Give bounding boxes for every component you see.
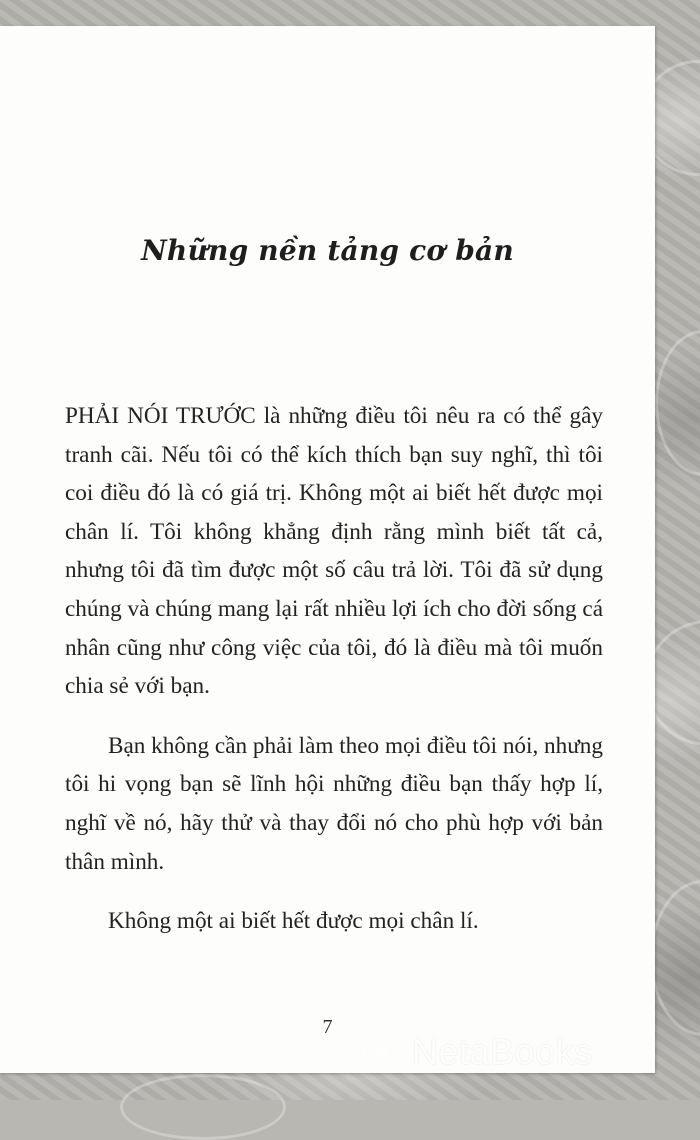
background-swirl <box>120 1074 286 1140</box>
background-swirl <box>650 880 700 1036</box>
page-number: 7 <box>322 1016 333 1038</box>
book-page <box>0 26 655 1073</box>
background-swirl <box>655 330 700 476</box>
paragraph: Không một ai biết hết được mọi chân lí. <box>108 908 479 935</box>
watermark-text: NetaBooks <box>412 1031 593 1072</box>
paragraph: PHẢI NÓI TRƯỚC là những điều tôi nêu ra có thể gây tranh cãi. Nếu tôi có thể kích thích bạn suy nghĩ, thì tôi coi điều đó là có giá trị. Không một ai biết hết được mọi chân lí. Tôi không khẳng định rằng mình biết tất cả, nhưng tôi đã tìm được một số câu trả lời. Tôi đã sử dụng chúng và chúng mang lại rất nhiều lợi ích cho đời sống cá nhân cũng như công việc của tôi, đó là điều mà tôi muốn chia sẻ với bạn. <box>65 403 603 700</box>
watermark <box>362 1030 593 1074</box>
netabooks-logo-icon: N <box>360 1030 404 1074</box>
paragraph: Bạn không cần phải làm theo mọi điều tôi nói, nhưng tôi hi vọng bạn sẽ lĩnh hội những điều bạn thấy hợp lí, nghĩ về nó, hãy thử và thay đổi nó cho phù hợp với bản thân mình. <box>65 732 603 875</box>
body-text <box>65 397 603 941</box>
chapter-title: Những nền tảng cơ bản <box>141 234 514 267</box>
